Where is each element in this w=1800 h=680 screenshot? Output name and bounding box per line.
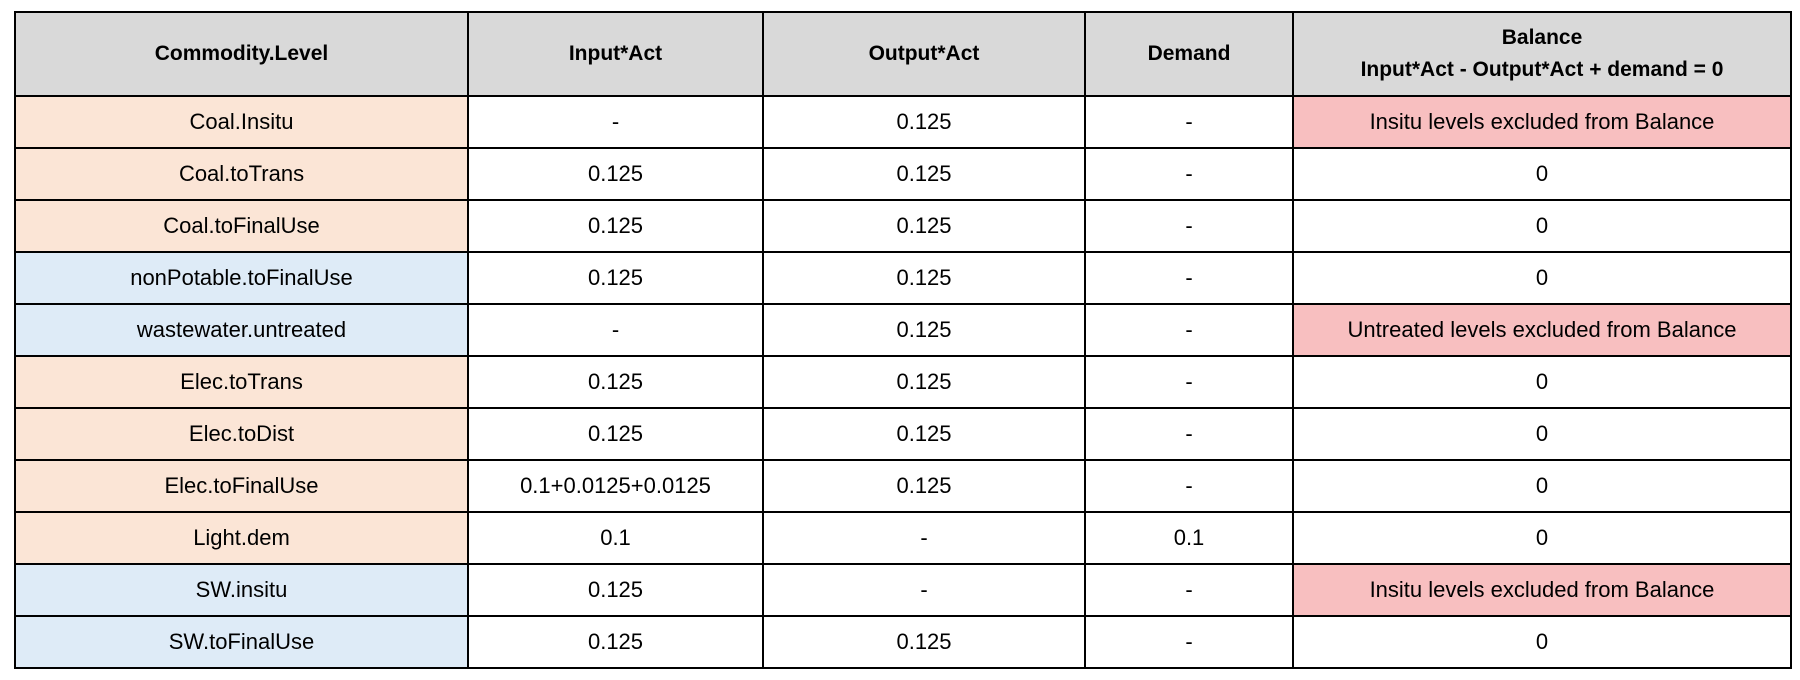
demand-cell: - (1085, 200, 1293, 252)
table-row (15, 512, 1791, 564)
table-header (15, 12, 1791, 96)
input-act-cell: 0.125 (468, 252, 763, 304)
input-act-cell: - (468, 304, 763, 356)
commodity-cell: Elec.toDist (15, 408, 468, 460)
balance-cell: 0 (1293, 148, 1791, 200)
balance-cell: 0 (1293, 512, 1791, 564)
balance-cell: 0 (1293, 200, 1791, 252)
header-row (15, 12, 1791, 96)
balance-cell: 0 (1293, 252, 1791, 304)
table-row (15, 304, 1791, 356)
output-act-cell: 0.125 (763, 96, 1085, 148)
table-row (15, 356, 1791, 408)
demand-cell: - (1085, 356, 1293, 408)
commodity-cell: Elec.toTrans (15, 356, 468, 408)
input-act-cell: 0.125 (468, 408, 763, 460)
input-act-cell: 0.1+0.0125+0.0125 (468, 460, 763, 512)
header-input-act: Input*Act (468, 12, 763, 96)
input-act-cell: 0.125 (468, 148, 763, 200)
input-act-cell: - (468, 96, 763, 148)
commodity-cell: wastewater.untreated (15, 304, 468, 356)
output-act-cell: 0.125 (763, 408, 1085, 460)
balance-cell: 0 (1293, 408, 1791, 460)
input-act-cell: 0.1 (468, 512, 763, 564)
input-act-cell: 0.125 (468, 200, 763, 252)
table-row (15, 148, 1791, 200)
demand-cell: - (1085, 148, 1293, 200)
balance-cell: Untreated levels excluded from Balance (1293, 304, 1791, 356)
header-balance-title: Balance (1501, 26, 1583, 49)
balance-cell: Insitu levels excluded from Balance (1293, 96, 1791, 148)
commodity-cell: SW.toFinalUse (15, 616, 468, 668)
table-row (15, 408, 1791, 460)
demand-cell: - (1085, 616, 1293, 668)
commodity-cell: Light.dem (15, 512, 468, 564)
output-act-cell: 0.125 (763, 356, 1085, 408)
table-body (15, 96, 1791, 668)
commodity-balance-table (14, 11, 1792, 669)
balance-cell: 0 (1293, 616, 1791, 668)
output-act-cell: 0.125 (763, 460, 1085, 512)
input-act-cell: 0.125 (468, 564, 763, 616)
table-row (15, 460, 1791, 512)
table-row (15, 252, 1791, 304)
table-row (15, 200, 1791, 252)
output-act-cell: 0.125 (763, 616, 1085, 668)
output-act-cell: - (763, 564, 1085, 616)
table-row (15, 616, 1791, 668)
commodity-cell: Elec.toFinalUse (15, 460, 468, 512)
output-act-cell: 0.125 (763, 304, 1085, 356)
header-balance-formula: Input*Act - Output*Act + demand = 0 (1360, 58, 1724, 81)
output-act-cell: - (763, 512, 1085, 564)
commodity-cell: Coal.toTrans (15, 148, 468, 200)
header-balance (1293, 12, 1791, 96)
demand-cell: - (1085, 304, 1293, 356)
demand-cell: - (1085, 408, 1293, 460)
header-demand: Demand (1085, 12, 1293, 96)
demand-cell: - (1085, 460, 1293, 512)
demand-cell: - (1085, 252, 1293, 304)
commodity-cell: Coal.Insitu (15, 96, 468, 148)
header-output-act: Output*Act (763, 12, 1085, 96)
output-act-cell: 0.125 (763, 200, 1085, 252)
header-commodity-level: Commodity.Level (15, 12, 468, 96)
balance-cell: 0 (1293, 460, 1791, 512)
balance-cell: Insitu levels excluded from Balance (1293, 564, 1791, 616)
output-act-cell: 0.125 (763, 252, 1085, 304)
input-act-cell: 0.125 (468, 616, 763, 668)
input-act-cell: 0.125 (468, 356, 763, 408)
table-row (15, 96, 1791, 148)
demand-cell: 0.1 (1085, 512, 1293, 564)
commodity-cell: Coal.toFinalUse (15, 200, 468, 252)
commodity-cell: nonPotable.toFinalUse (15, 252, 468, 304)
output-act-cell: 0.125 (763, 148, 1085, 200)
commodity-cell: SW.insitu (15, 564, 468, 616)
demand-cell: - (1085, 96, 1293, 148)
balance-cell: 0 (1293, 356, 1791, 408)
table-row (15, 564, 1791, 616)
demand-cell: - (1085, 564, 1293, 616)
